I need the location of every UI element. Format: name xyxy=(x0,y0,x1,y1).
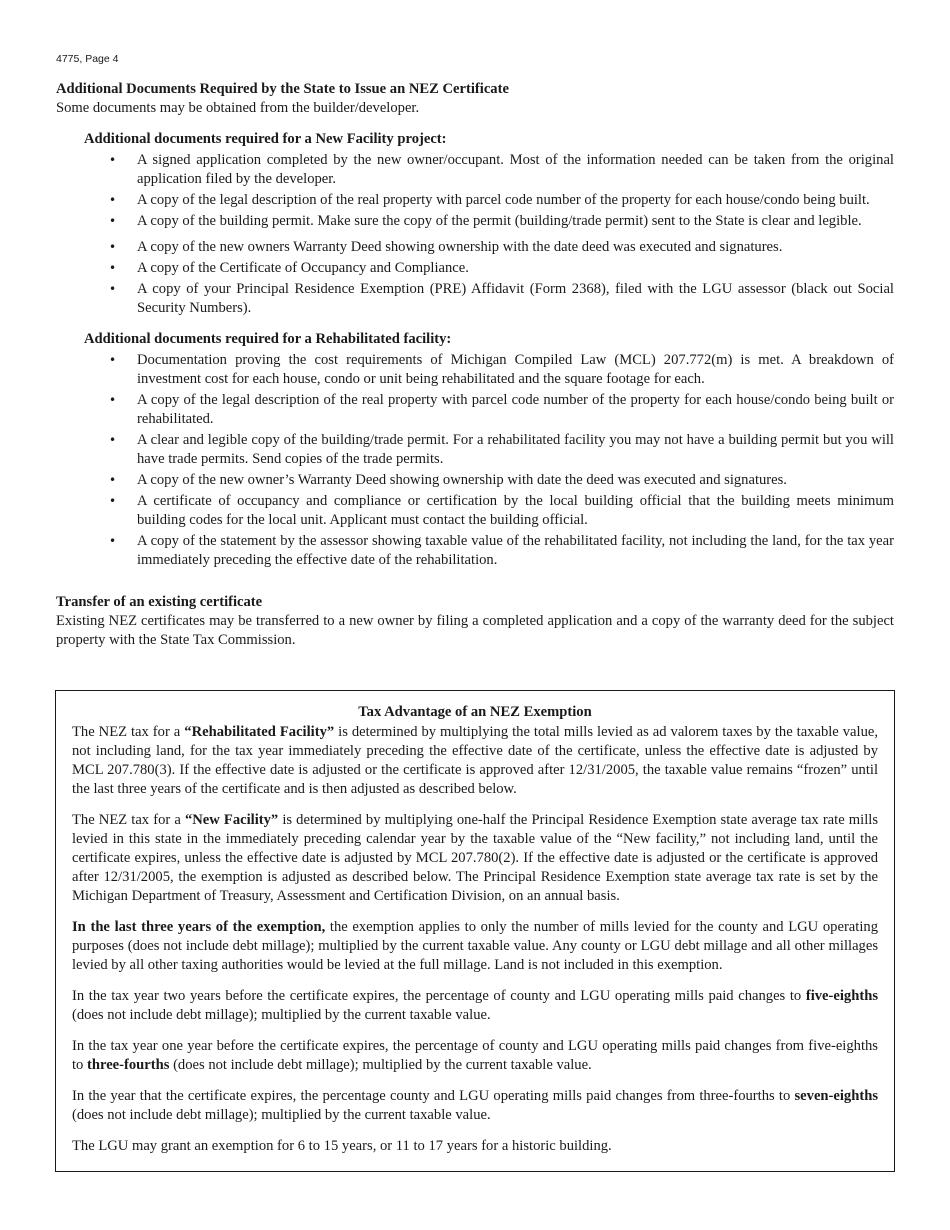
new-facility-list xyxy=(56,151,894,318)
list-item: • A copy of the new owner’s Warranty Deed showing ownership with date the deed was executed and signatures. xyxy=(137,471,894,490)
list-item: • A certificate of occupancy and compliance or certification by the local building official that the building meets minimum building codes for the local unit. Applicant must contact the building official. xyxy=(137,492,894,530)
new-facility-heading: Additional documents required for a New Facility project: xyxy=(84,131,447,147)
list-item: • A copy of the legal description of the real property with parcel code number of the property for each house/condo being built or rehabilitated. xyxy=(137,391,894,429)
section-heading: Additional Documents Required by the State to Issue an NEZ Certificate xyxy=(56,81,509,97)
rehab-facility-list xyxy=(56,351,894,570)
tax-advantage-box xyxy=(55,690,895,1172)
list-item: • A signed application completed by the new owner/occupant. Most of the information needed can be taken from the original application filed by the developer. xyxy=(137,151,894,189)
exemption-length-paragraph: The LGU may grant an exemption for 6 to 15 years, or 11 to 17 years for a historic building. xyxy=(72,1138,612,1154)
transfer-heading: Transfer of an existing certificate xyxy=(56,594,263,610)
two-years-paragraph: In the tax year two years before the certificate expires, the percentage of county and LGU operating mills paid changes to five-eighths (does not include debt millage); multiplied by the current taxable value. xyxy=(72,988,878,1023)
new-facility-tax-paragraph: The NEZ tax for a “New Facility” is determined by multiplying one-half the Principal Residence Exemption state average tax rate mills levied in this state in the immediately preceding calendar year by the taxable value of the “New facility,” not including land, until the certificate expires, unless the effective date is adjusted by MCL 207.780(2). If the effective date is adjusted or the certificate is approved after 12/31/2005, the exemption is adjusted as described below. The Principal Residence Exemption state average tax rate is set by the Michigan Department of Treasury, Assessment and Certification Division, on an annual basis. xyxy=(72,812,878,904)
list-item: • A copy of the building permit. Make sure the copy of the permit (building/trade permit) sent to the State is clear and legible. xyxy=(137,212,894,231)
list-item: • A copy of the statement by the assessor showing taxable value of the rehabilitated facility, not including the land, for the tax year immediately preceding the effective date of the rehabilitation. xyxy=(137,532,894,570)
list-item: • A copy of your Principal Residence Exemption (PRE) Affidavit (Form 2368), filed with the LGU assessor (black out Social Security Numbers). xyxy=(137,280,894,318)
list-item: • A copy of the legal description of the real property with parcel code number of the property for each house/condo being built. xyxy=(137,191,894,210)
rehab-tax-paragraph: The NEZ tax for a “Rehabilitated Facility” is determined by multiplying the total mills levied as ad valorem taxes by the taxable value, not including land, for the tax year immediately preceding the effective date of the certificate, unless the effective date is adjusted by MCL 207.780(3). If the effective date is adjusted or the certificate is approved after 12/31/2005, the taxable value remains “frozen” until the last three years of the certificate and is then adjusted as described below. xyxy=(72,724,879,797)
rehab-facility-heading: Additional documents required for a Rehabilitated facility: xyxy=(84,331,452,347)
document-body xyxy=(56,80,894,650)
last-three-years-paragraph: In the last three years of the exemption, the exemption applies to only the number of mills levied for the county and LGU operating purposes (does not include debt millage); multiplied by the current taxable value. Any county or LGU debt millage and all other millages levied by all other taxing authorities would be levied at the full millage. Land is not included in this exemption. xyxy=(72,919,878,973)
one-year-paragraph: In the tax year one year before the certificate expires, the percentage of county and LGU operating mills paid changes from five-eighths to three-fourths (does not include debt millage); multiplied by the current taxable value. xyxy=(72,1038,878,1073)
list-item: • Documentation proving the cost requirements of Michigan Compiled Law (MCL) 207.772(m) is met. A breakdown of investment cost for each house, condo or unit being rehabilitated and the square footage for each. xyxy=(137,351,894,389)
section-intro: Some documents may be obtained from the builder/developer. xyxy=(56,100,420,116)
page-label: 4775, Page 4 xyxy=(56,53,119,65)
list-item: • A copy of the Certificate of Occupancy and Compliance. xyxy=(137,259,894,278)
tax-box-title: Tax Advantage of an NEZ Exemption xyxy=(358,704,592,720)
list-item: • A clear and legible copy of the building/trade permit. For a rehabilitated facility you may not have a building permit but you will have trade permits. Send copies of the trade permits. xyxy=(137,431,894,469)
transfer-body: Existing NEZ certificates may be transferred to a new owner by filing a completed application and a copy of the warranty deed for the subject property with the State Tax Commission. xyxy=(56,613,894,648)
expiry-year-paragraph: In the year that the certificate expires, the percentage county and LGU operating mills paid changes from three-fourths to seven-eighths (does not include debt millage); multiplied by the current taxable value. xyxy=(72,1088,878,1123)
list-item: • A copy of the new owners Warranty Deed showing ownership with the date deed was executed and signatures. xyxy=(137,238,894,257)
